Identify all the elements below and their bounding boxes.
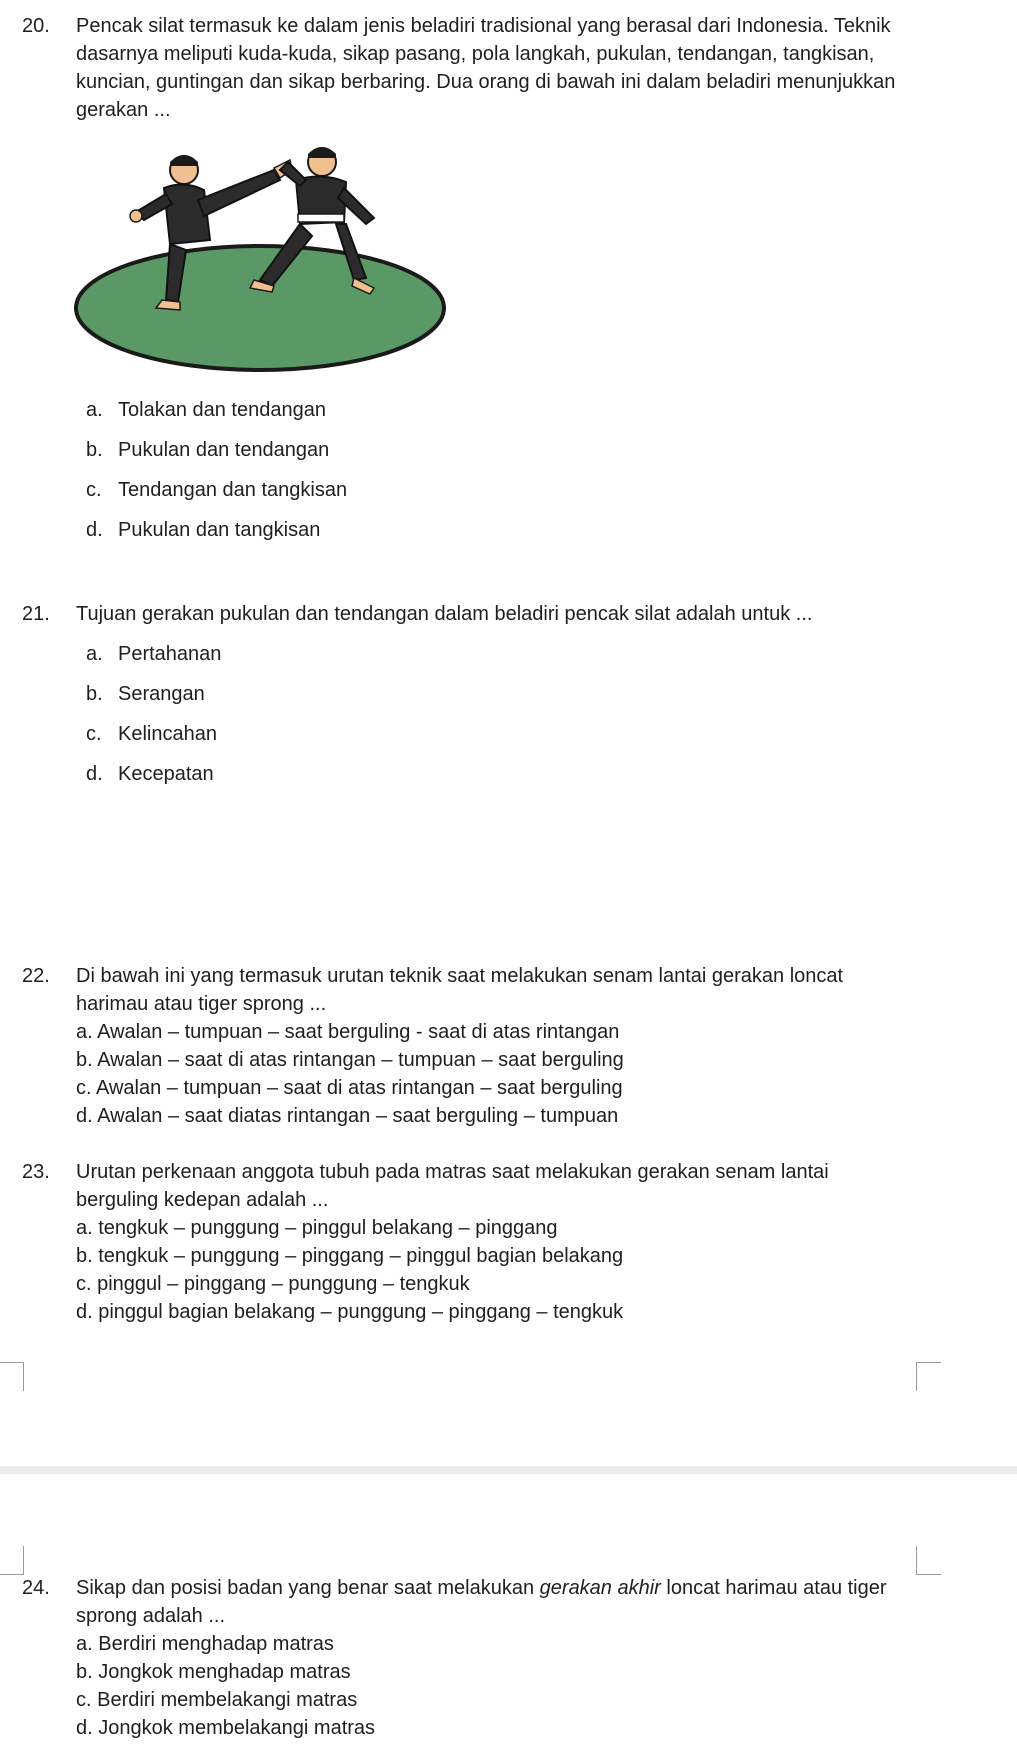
question-text: Sikap dan posisi badan yang benar saat melakukan gerakan akhir loncat harimau atau tiger sprong adalah ... xyxy=(76,1577,887,1627)
page-corner-mark xyxy=(916,1362,941,1391)
q22-option-d[interactable]: d. Awalan – saat diatas rintangan – saat berguling – tumpuan xyxy=(76,1105,619,1127)
q24-option-a[interactable]: a. Berdiri menghadap matras xyxy=(76,1633,334,1655)
question-number: 23. xyxy=(22,1161,50,1183)
question-text: Tujuan gerakan pukulan dan tendangan dalam beladiri pencak silat adalah untuk ... xyxy=(76,603,813,625)
page-corner-mark xyxy=(0,1546,24,1575)
page-break xyxy=(0,1466,1017,1474)
question-20 xyxy=(22,12,922,124)
q21-option-d[interactable]: d. Kecepatan xyxy=(86,763,214,785)
q21-option-c[interactable]: c. Kelincahan xyxy=(86,723,217,745)
q20-option-c[interactable]: c. Tendangan dan tangkisan xyxy=(86,479,348,501)
question-number: 21. xyxy=(22,603,50,625)
page-corner-mark xyxy=(916,1546,941,1575)
q23-option-d[interactable]: d. pinggul bagian belakang – punggung – pinggang – tengkuk xyxy=(76,1301,624,1323)
question-number: 24. xyxy=(22,1577,50,1599)
question-22 xyxy=(22,962,902,1018)
q23-option-a[interactable]: a. tengkuk – punggung – pinggul belakang – pinggang xyxy=(76,1217,558,1239)
q22-option-b[interactable]: b. Awalan – saat di atas rintangan – tumpuan – saat berguling xyxy=(76,1049,624,1071)
q24-option-d[interactable]: d. Jongkok membelakangi matras xyxy=(76,1717,376,1739)
question-text: Di bawah ini yang termasuk urutan teknik saat melakukan senam lantai gerakan loncat harimau atau tiger sprong ... xyxy=(76,965,844,1015)
q23-option-b[interactable]: b. tengkuk – punggung – pinggang – pinggul bagian belakang xyxy=(76,1245,624,1267)
question-24 xyxy=(22,1574,902,1630)
pencak-silat-illustration xyxy=(74,140,446,372)
q21-option-a[interactable]: a. Pertahanan xyxy=(86,643,222,665)
q24-option-c[interactable]: c. Berdiri membelakangi matras xyxy=(76,1689,358,1711)
question-23 xyxy=(22,1158,902,1214)
question-21 xyxy=(22,600,922,628)
question-number: 20. xyxy=(22,15,50,37)
green-mat xyxy=(76,246,444,370)
q24-option-b[interactable]: b. Jongkok menghadap matras xyxy=(76,1661,351,1683)
q23-option-c[interactable]: c. pinggul – pinggang – punggung – tengkuk xyxy=(76,1273,470,1295)
white-belt xyxy=(298,214,344,222)
q22-option-a[interactable]: a. Awalan – tumpuan – saat berguling - saat di atas rintangan xyxy=(76,1021,620,1043)
question-text: Urutan perkenaan anggota tubuh pada matras saat melakukan gerakan senam lantai berguling kedepan adalah ... xyxy=(76,1161,829,1211)
q21-option-b[interactable]: b. Serangan xyxy=(86,683,205,705)
question-number: 22. xyxy=(22,965,50,987)
page-corner-mark xyxy=(0,1362,24,1391)
question-text: Pencak silat termasuk ke dalam jenis beladiri tradisional yang berasal dari Indonesia. Teknik dasarnya meliputi kuda-kuda, sikap pasang, pola langkah, pukulan, tendangan, tangkisan, kuncian, guntingan dan sikap berbaring. Dua orang di bawah ini dalam beladiri menunjukkan gerakan ... xyxy=(76,15,896,121)
q22-option-c[interactable]: c. Awalan – tumpuan – saat di atas rintangan – saat berguling xyxy=(76,1077,623,1099)
q20-option-a[interactable]: a. Tolakan dan tendangan xyxy=(86,399,326,421)
q20-option-d[interactable]: d. Pukulan dan tangkisan xyxy=(86,519,321,541)
q20-option-b[interactable]: b. Pukulan dan tendangan xyxy=(86,439,330,461)
